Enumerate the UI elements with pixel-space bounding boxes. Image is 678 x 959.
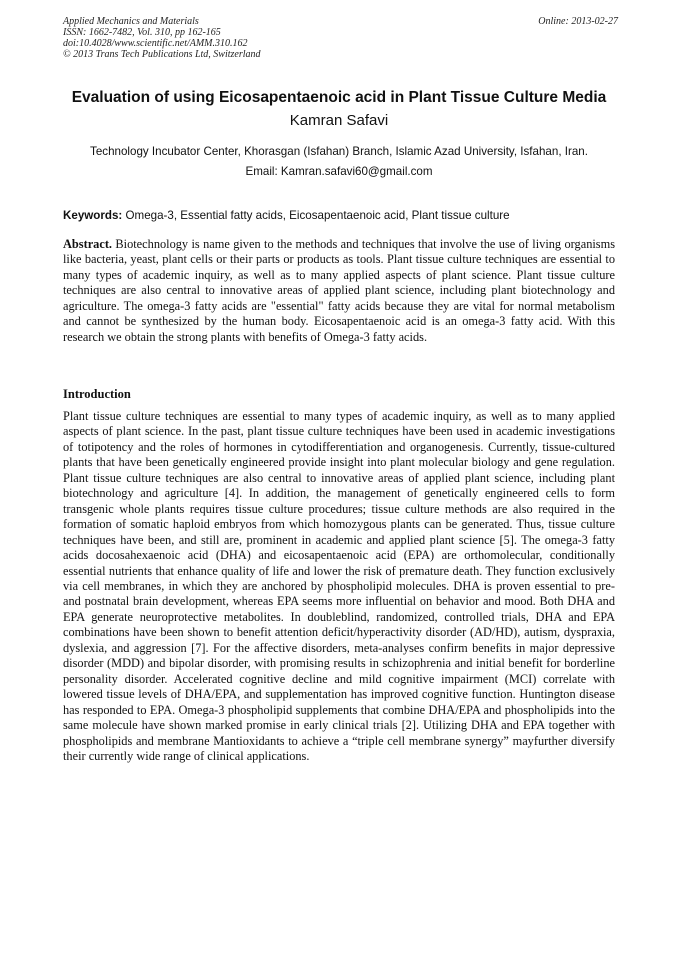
keywords-text: Omega-3, Essential fatty acids, Eicosapentaenoic acid, Plant tissue culture xyxy=(125,209,510,222)
copyright-line: © 2013 Trans Tech Publications Ltd, Switzerland xyxy=(63,49,261,60)
introduction-heading: Introduction xyxy=(63,387,131,401)
online-date: Online: 2013-02-27 xyxy=(538,16,618,27)
author-name: Kamran Safavi xyxy=(289,112,389,129)
doi-line: doi:10.4028/www.scientific.net/AMM.310.162 xyxy=(63,38,248,49)
abstract-label: Abstract. xyxy=(63,237,113,251)
keywords xyxy=(63,208,618,223)
abstract-text: Biotechnology is name given to the methods and techniques that involve the use of living organisms like bacteria, yeast, plant cells or their parts or products as tools. Plant tissue culture techniques are essential to many types of academic inquiry, as well as to many applied aspects of plant science. Plant tissue culture techniques are also central to innovative areas of applied plant science, including plant biotechnology and agriculture. The omega-3 fatty acids are "essential" fatty acids because they are vital for normal metabolism and cannot be synthesized by the human body. Eicosapentaenoic acid is an omega-3 fatty acid. With this research we obtain the strong plants with benefits of Omega-3 fatty acids. xyxy=(63,237,615,344)
journal-header xyxy=(63,16,618,60)
issn-line: ISSN: 1662-7482, Vol. 310, pp 162-165 xyxy=(63,27,221,38)
introduction-text: Plant tissue culture techniques are essential to many types of academic inquiry, as well as to many applied aspects of plant science. In the past, plant tissue culture techniques have been used in academic investigations of totipotency and the roles of hormones in cytodifferentiation and organogenesis. Currently, tissue-cultured plants that have been genetically engineered provide insight into plant molecular biology and gene regulation. Plant tissue culture techniques are also central to innovative areas of applied plant science, including plant biotechnology and agriculture [4]. In addition, the management of genetically engineered cells to form transgenic whole plants requires tissue culture procedures; tissue culture methods are also required in the formation of somatic haploid embryos from which homozygous plants can be generated. Thus, tissue culture techniques have been, and still are, prominent in academic and applied plant science [5]. The omega-3 fatty acids docosahexaenoic acid (DHA) and eicosapentaenoic acid (EPA) are orthomolecular, conditionally essential nutrients that enhance quality of life and lower the risk of premature death. They function exclusively via cell membranes, in which they are anchored by phospholipid molecules. DHA is proven essential to pre- and postnatal brain development, whereas EPA seems more influential on behavior and mood. Both DHA and EPA generate neuroprotective metabolites. In doubleblind, randomized, controlled trials, DHA and EPA combinations have been shown to benefit attention deficit/hyperactivity disorder (AD/HD), autism, dyspraxia, dyslexia, and aggression [7]. For the affective disorders, meta-analyses confirm benefits in major depressive disorder (MDD) and bipolar disorder, with promising results in schizophrenia and initial benefit for borderline personality disorder. Accelerated cognitive decline and mild cognitive impairment (MCI) correlate with lowered tissue levels of DHA/EPA, and supplementation has improved cognitive function. Huntington disease has responded to EPA. Omega-3 phospholipid supplements that combine DHA/EPA and phospholipids into the same molecule have shown marked promise in early clinical trials [2]. Utilizing DHA and EPA together with phospholipids and membrane Mantioxidants to achieve a “triple cell membrane synergy” mayfurther diversify their currently wide range of clinical applications. xyxy=(63,409,615,763)
journal-name: Applied Mechanics and Materials xyxy=(63,16,199,27)
author-email: Email: Kamran.safavi60@gmail.com xyxy=(245,165,433,178)
abstract xyxy=(63,237,615,345)
keywords-label: Keywords: xyxy=(63,209,123,222)
paper-title: Evaluation of using Eicosapentaenoic acid in Plant Tissue Culture Media xyxy=(71,89,607,106)
affiliation: Technology Incubator Center, Khorasgan (Isfahan) Branch, Islamic Azad University, Isfahan, Iran. xyxy=(90,145,588,158)
